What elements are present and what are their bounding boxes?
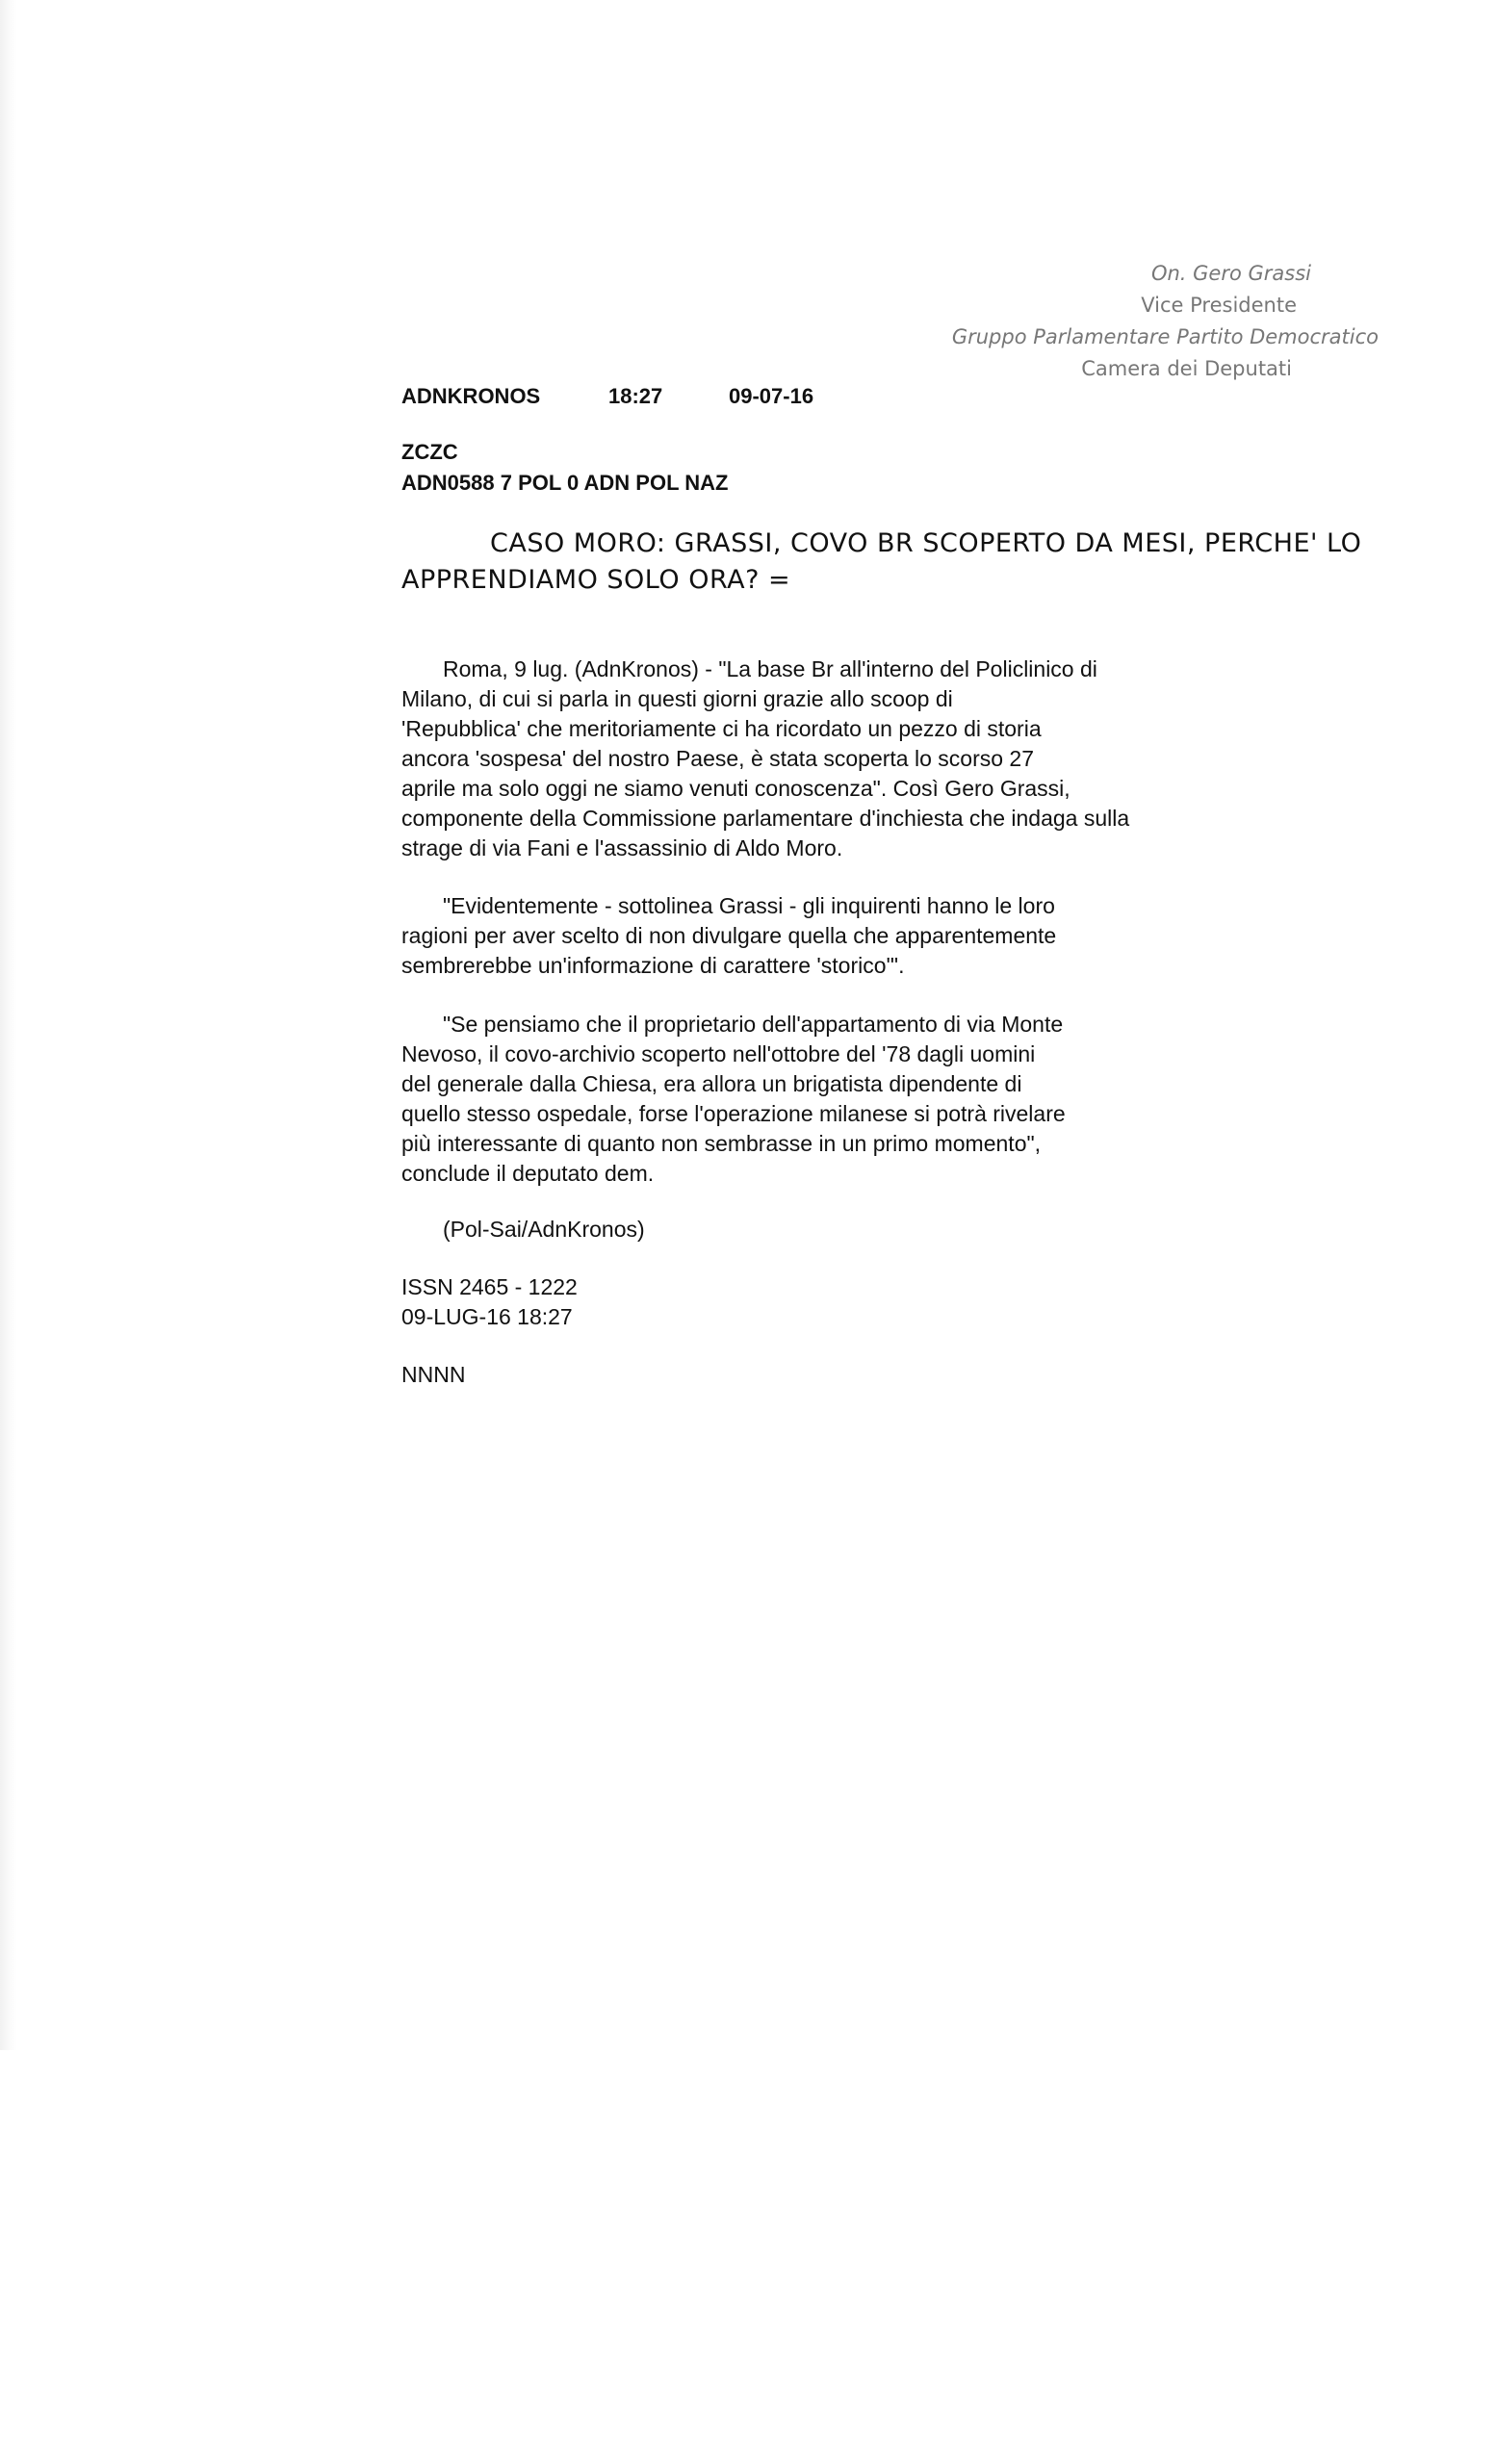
text-line: ancora 'sospesa' del nostro Paese, è stata scoperta lo scorso 27 [401, 746, 1034, 771]
issn: ISSN 2465 - 1222 [401, 1274, 578, 1299]
text-line: "Se pensiamo che il proprietario dell'appartamento di via Monte [443, 1012, 1064, 1037]
item-code: ADN0588 7 POL 0 ADN POL NAZ [401, 471, 729, 495]
letterhead-group: Gruppo Parlamentare Partito Democratico [951, 325, 1379, 348]
headline-line: CASO MORO: GRASSI, COVO BR SCOPERTO DA MESI, PERCHE' LO [490, 528, 1362, 558]
text-line: 'Repubblica' che meritoriamente ci ha ricordato un pezzo di storia [401, 716, 1042, 741]
paragraph-3 [401, 1010, 1220, 1189]
letterhead-role: Vice Presidente [1141, 294, 1297, 317]
text-line: conclude il deputato dem. [401, 1161, 655, 1186]
text-line: "Evidentemente - sottolinea Grassi - gli inquirenti hanno le loro [443, 893, 1055, 918]
end-marker [401, 1360, 1220, 1390]
letterhead-stamp [839, 258, 1379, 385]
paragraph-1 [401, 654, 1220, 863]
text-line: aprile ma solo oggi ne siamo venuti conoscenza". Così Gero Grassi, [401, 776, 1070, 801]
text-line: sembrerebbe un'informazione di carattere 'storico'". [401, 953, 905, 978]
text-line: quello stesso ospedale, forse l'operazione milanese si potrà rivelare [401, 1101, 1066, 1126]
headline [401, 526, 1451, 599]
text-line: componente della Commissione parlamentare d'inchiesta che indaga sulla [401, 806, 1130, 831]
end-marker-text: NNNN [401, 1362, 466, 1387]
timestamp: 09-LUG-16 18:27 [401, 1304, 573, 1329]
signature [401, 1215, 1220, 1245]
text-line: più interessante di quanto non sembrasse in un primo momento", [401, 1131, 1042, 1156]
footer-info [401, 1272, 1220, 1332]
text-line: del generale dalla Chiesa, era allora un brigatista dipendente di [401, 1071, 1022, 1096]
text-line: Roma, 9 lug. (AdnKronos) - "La base Br all'interno del Policlinico di [443, 656, 1097, 681]
signature-text: (Pol-Sai/AdnKronos) [443, 1217, 645, 1242]
transmission-code: ZCZC [401, 440, 458, 464]
text-line: strage di via Fani e l'assassinio di Aldo Moro. [401, 835, 843, 860]
paragraph-2 [401, 891, 1220, 981]
scan-edge [0, 0, 17, 2050]
headline-line: APPRENDIAMO SOLO ORA? = [401, 565, 791, 595]
text-line: Nevoso, il covo-archivio scoperto nell'ottobre del '78 dagli uomini [401, 1041, 1036, 1066]
header-time: 18:27 [608, 384, 663, 408]
letterhead-house: Camera dei Deputati [1081, 357, 1292, 380]
header-date: 09-07-16 [729, 384, 814, 408]
text-line: ragioni per aver scelto di non divulgare quella che apparentemente [401, 923, 1057, 948]
text-line: Milano, di cui si parla in questi giorni grazie allo scoop di [401, 686, 953, 711]
wire-header [401, 384, 813, 409]
agency-name: ADNKRONOS [401, 384, 541, 408]
letterhead-name: On. Gero Grassi [1150, 262, 1311, 285]
